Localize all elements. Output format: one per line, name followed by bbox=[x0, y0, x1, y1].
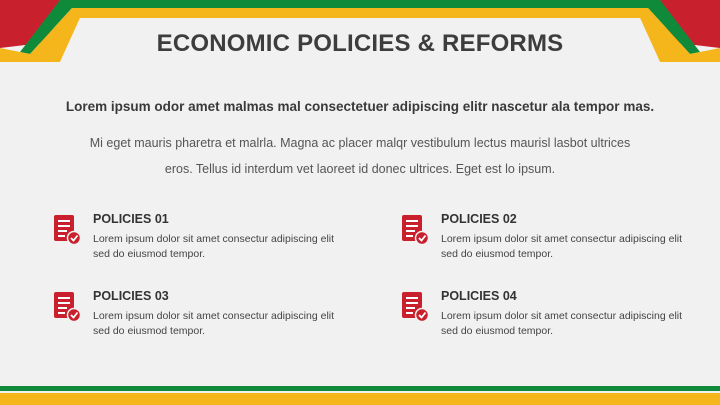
policy-item-04 bbox=[401, 289, 701, 349]
policy-description: Lorem ipsum dolor sit amet consectur adipiscing elit sed do eiusmod tempor. bbox=[93, 310, 335, 337]
policy-description: Lorem ipsum dolor sit amet consectur adipiscing elit sed do eiusmod tempor. bbox=[93, 233, 335, 260]
policy-title: POLICIES 01 bbox=[93, 212, 169, 226]
policy-item-02 bbox=[401, 212, 701, 272]
policy-item-01 bbox=[53, 212, 353, 272]
body-paragraph: Mi eget mauris pharetra et malrla. Magna ac placer malqr vestibulum lectus maurisl lasbot ultrices eros. Tellus id interdum vet laoreet id donec ultrices. Eget est lo ipsum. bbox=[89, 136, 631, 176]
slide-title: ECONOMIC POLICIES & REFORMS bbox=[156, 30, 564, 57]
document-check-icon bbox=[401, 214, 431, 246]
document-check-icon bbox=[53, 291, 83, 323]
policy-title: POLICIES 03 bbox=[93, 289, 169, 303]
policy-description: Lorem ipsum dolor sit amet consectur adipiscing elit sed do eiusmod tempor. bbox=[441, 310, 683, 337]
footer-yellow-stripe bbox=[0, 393, 720, 405]
footer-stripes bbox=[0, 386, 720, 405]
policy-description: Lorem ipsum dolor sit amet consectur adipiscing elit sed do eiusmod tempor. bbox=[441, 233, 683, 260]
document-check-icon bbox=[401, 291, 431, 323]
document-check-icon bbox=[53, 214, 83, 246]
policy-title: POLICIES 02 bbox=[441, 212, 517, 226]
policy-item-03 bbox=[53, 289, 353, 349]
policy-title: POLICIES 04 bbox=[441, 289, 517, 303]
lead-statement: Lorem ipsum odor amet malmas mal consectetuer adipiscing elitr nascetur ala tempor mas. bbox=[65, 99, 655, 114]
